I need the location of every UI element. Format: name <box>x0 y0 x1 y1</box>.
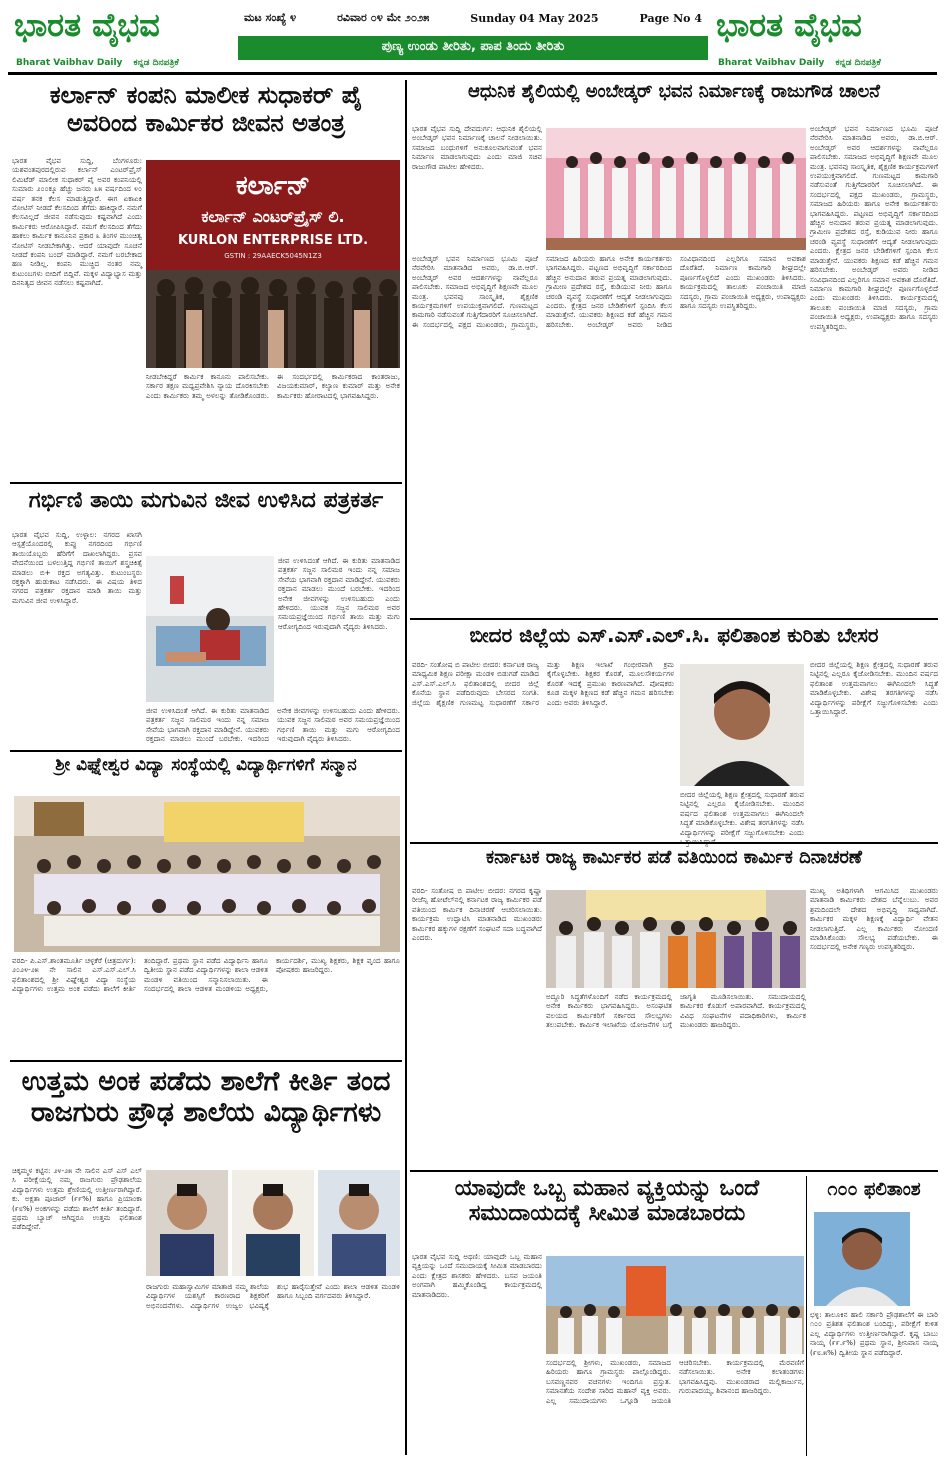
masthead <box>0 0 945 72</box>
article-4-headline: ಉತ್ತಮ ಅಂಕ ಪಡೆದು ಶಾಲೆಗೆ ಕೀರ್ತಿ ತಂದ ರಾಜಗುರು ಪ್ರೌಢ ಶಾಲೆಯ ವಿದ್ಯಾರ್ಥಿಗಳು <box>21 1066 391 1129</box>
issue-number: ಮಟ ಸಂಖ್ಯೆ ೪ <box>244 11 297 24</box>
article-8-photo <box>546 1256 804 1354</box>
article-2-headline: ಗರ್ಭಿಣಿ ತಾಯಿ ಮಗುವಿನ ಜೀವ ಉಳಿಸಿದ ಪತ್ರಕರ್ತ <box>28 488 384 513</box>
article-7-headline: ಕರ್ನಾಟಕ ರಾಜ್ಯ ಕಾರ್ಮಿಕರ ಪಡೆ ವತಿಯಿಂದ ಕಾರ್ಮಿಕ ದಿನಾಚರಣೆ <box>485 847 863 868</box>
article-1-rule <box>10 482 402 484</box>
kurlon-office-photo <box>146 160 400 368</box>
article-7-body-right: ಮುಖ್ಯ ಅತಿಥಿಗಳಾಗಿ ಆಗಮಿಸಿದ ಮುಖಂಡರು ಮಾತನಾಡಿ ಕಾರ್ಮಿಕರು ದೇಶದ ಬೆನ್ನೆಲುಬು. ಅವರ ಶ್ರಮದಿಂದಲೇ ದೇಶದ ಅಭಿವೃದ್ಧಿ ಸಾಧ್ಯವಾಗಿದೆ. ಕಾರ್ಮಿಕರ ಮಕ್ಕಳ ಶಿಕ್ಷಣಕ್ಕೆ ವಿದ್ಯಾರ್ಥಿ ವೇತನ ನೀಡಲಾಗುತ್ತಿದೆ. ಎಲ್ಲ ಕಾರ್ಮಿಕರು ನೋಂದಣಿ ಮಾಡಿಸಿಕೊಂಡು ಸೌಲಭ್ಯ ಪಡೆಯಬೇಕು. ಈ ಸಂದರ್ಭದಲ್ಲಿ ಅನೇಕ ಗಣ್ಯರು ಉಪಸ್ಥಿತರಿದ್ದರು. <box>810 886 938 952</box>
article-8-body-left: ಭಾರತ ವೈಭವ ಸುದ್ದಿ ಅಥಣಿ: ಯಾವುದೇ ಒಬ್ಬ ಮಹಾನ ವ್ಯಕ್ತಿಯನ್ನು ಒಂದೆ ಸಮುದಾಯಕ್ಕೆ ಸೀಮಿತ ಮಾಡಬಾರದು ಎಂದು ಕ್ಷೇತ್ರದ ಶಾಸಕರು ಹೇಳಿದರು. ಬಸವ ಜಯಂತಿ ಅಂಗವಾಗಿ ಹಮ್ಮಿಕೊಂಡಿದ್ದ ಕಾರ್ಯಕ್ರಮದಲ್ಲಿ ಮಾತನಾಡಿದರು. <box>412 1252 542 1299</box>
article-6-body-mid: ಬೀದರ ಜಿಲ್ಲೆಯಲ್ಲಿ ಶಿಕ್ಷಣ ಕ್ಷೇತ್ರದಲ್ಲಿ ಸುಧಾರಣೆ ತರುವ ನಿಟ್ಟಿನಲ್ಲಿ ಎಲ್ಲರೂ ಕೈಜೋಡಿಸಬೇಕು. ಮುಂದಿನ ವರ್ಷದ ಫಲಿತಾಂಶ ಉತ್ತಮವಾಗಲು ಈಗಿನಿಂದಲೇ ಸಿದ್ಧತೆ ಮಾಡಿಕೊಳ್ಳಬೇಕು. ವಿಶೇಷ ತರಗತಿಗಳನ್ನು ನಡೆಸಿ ವಿದ್ಯಾರ್ಥಿಗಳನ್ನು ಪರೀಕ್ಷೆಗೆ ಸಜ್ಜುಗೊಳಿಸಬೇಕು ಎಂದು <box>680 790 804 837</box>
blood-donation-photo <box>146 556 274 702</box>
labour-day-photo <box>546 890 806 988</box>
article-6-rule <box>410 842 938 844</box>
article-8-divider <box>806 1176 807 1456</box>
article-2-photo <box>146 556 274 702</box>
article-4-body-right: ರಾಜಗುರು ಮಹಾಸ್ವಾಮಿಗಳ ಮಾತಾಜಿ ನಮ್ಮ ಶಾಲೆಯ ವಿದ್ಯಾರ್ಥಿಗಳ ಯಶಸ್ಸಿಗೆ ಕಾರಣರಾದ ಶಿಕ್ಷಕರಿಗೆ ಅಭಿನಂದನೆಗಳು. ವಿದ್ಯಾರ್ಥಿಗಳ ಉಜ್ವಲ ಭವಿಷ್ಯಕ್ಕೆ ಶುಭ ಹಾರೈಸುತ್ತೇವೆ ಎಂದು ಶಾಲಾ ಆಡಳಿತ ಮಂಡಳಿ ಹಾಗೂ ಸಿಬ್ಬಂದಿ ವರ್ಗದವರು ತಿಳಿಸಿದ್ದಾರೆ. <box>146 1282 400 1310</box>
masthead-sub-kn-left: ಕನ್ನಡ ದಿನಪತ್ರಿಕೆ <box>133 58 179 68</box>
ambedkar-bhavan-photo <box>546 128 806 250</box>
issue-date-kn: ರವಿವಾರ ೦೪ ಮೇ ೨೦೨೫ <box>337 11 430 24</box>
topper-student-portrait <box>814 1212 910 1306</box>
article-6-body-left: ವರದಿ- ಸಂತೋಷ ಬಿ ಪಾಟೀಲ ಬೀದರ: ಕರ್ನಾಟಕ ರಾಜ್ಯ ಮಾಧ್ಯಮಿಕ ಶಿಕ್ಷಣ ಪರೀಕ್ಷಾ ಮಂಡಳಿ ಬಿಡುಗಡೆ ಮಾಡಿದ ಎಸ್.ಎಸ್.ಎಲ್.ಸಿ ಫಲಿತಾಂಶದಲ್ಲಿ ಬೀದರ ಜಿಲ್ಲೆ ಕೊನೆಯ ಸ್ಥಾನ ಪಡೆದಿರುವುದು ಬೇಸರದ ಸಂಗತಿ. ಜಿಲ್ಲೆಯ ಶೈಕ್ಷಣಿಕ ಗುಣಮಟ್ಟ ಸುಧಾರಣೆಗೆ ಸರ್ಕಾರ ಮತ್ತು ಶಿಕ್ಷಣ ಇಲಾಖೆ ಗಂಭೀರವಾಗಿ ಕ್ರಮ ಕೈಗೊಳ್ಳಬೇಕು. ಶಿಕ್ಷಕರ ಕೊರತೆ, ಮೂಲಸೌಕರ್ಯಗಳ ಕೊರತೆ ಇದಕ್ಕೆ ಪ್ರಮುಖ ಕಾರಣವಾಗಿದೆ. ಪೋಷಕರು ಕೂಡ ಮಕ್ಕಳ ಶಿಕ್ಷಣದ ಕಡೆ ಹೆಚ್ಚಿನ ಗಮನ ಹರಿಸಬೇಕು ಎಂದು ಅವರು ತಿಳಿಸಿದ್ದಾರೆ. <box>412 660 674 707</box>
article-2-body-left: ಭಾರತ ವೈಭವ ಸುದ್ದಿ, ಉಳ್ಳಾಲ: ನಗರದ ಖಾಸಗಿ ಆಸ್ಪತ್ರೆಯೊಂದರಲ್ಲಿ ಕುಪ್ಪು ನಗರದಿಂದ ಗರ್ಭಿಣಿ ತಾಯಿಯೊಬ್ಬರು ಹೆರಿಗೆಗೆ ದಾಖಲಾಗಿದ್ದರು. ಪ್ರಸವ ವೇದನೆಯಿಂದ ಬಳಲುತ್ತಿದ್ದ ಗರ್ಭಿಣಿ ತಾಯಿಗೆ ಶಸ್ತ್ರಚಿಕಿತ್ಸೆ ಮಾಡಲು ಬಿ+ ರಕ್ತದ ಅಗತ್ಯವಿತ್ತು. ಕುಟುಂಬಸ್ಥರು ರಕ್ತಕ್ಕಾಗಿ ಹುಡುಕಾಟ ನಡೆಸಿದರು. ಈ ವಿಷಯ ತಿಳಿದ ನಗರದ ಪತ್ರಕರ್ತ ರಕ್ತದಾನ ಮಾಡಿ ತಾಯಿ ಮತ್ತು ಮಗುವಿನ ಜೀವ ಉಳಿಸಿದ್ದಾರೆ. <box>12 530 142 605</box>
article-5-body-right: ಅಂಬೇಡ್ಕರ್ ಭವನ ನಿರ್ಮಾಣದ ಭೂಮಿ ಪೂಜೆ ನೆರವೇರಿಸಿ ಮಾತನಾಡಿದ ಅವರು, ಡಾ.ಬಿ.ಆರ್. ಅಂಬೇಡ್ಕರ್ ಅವರ ಆದರ್ಶಗಳನ್ನು ನಾವೆಲ್ಲರೂ ಪಾಲಿಸಬೇಕು. ಸಮಾಜದ ಅಭಿವೃದ್ಧಿಗೆ ಶಿಕ್ಷಣವೇ ಮೂಲ ಮಂತ್ರ. ಭವನವು ಸಾಂಸ್ಕೃತಿಕ, ಶೈಕ್ಷಣಿಕ ಕಾರ್ಯಕ್ರಮಗಳಿಗೆ ಉಪಯುಕ್ತವಾಗಲಿದೆ. ಗುಣಮಟ್ಟದ ಕಾಮಗಾರಿ ನಡೆಸುವಂತೆ ಗುತ್ತಿಗೆದಾರರಿಗೆ ಸೂಚಿಸಲಾಗಿದೆ. ಈ ಸಂದರ್ಭದಲ್ಲಿ ಪಕ್ಷದ ಮುಖಂಡರು, ಗ್ರಾಮಸ್ಥರು, ಸಮಾಜದ ಹಿರಿಯರು ಹಾಗೂ ಅನೇಕ ಕಾರ್ಯಕರ್ತರು ಭಾಗವಹಿಸಿದ್ದರು. ಪಟ್ಟಣದ ಅಭಿವೃದ್ಧಿಗೆ ಸರ್ಕಾರದಿಂದ ಹೆಚ್ಚಿನ ಅನುದಾನ ತರುವ ಪ್ರಯತ್ನ ಮಾಡಲಾಗುವುದು. ಗ್ರಾಮೀಣ ಪ್ರದೇಶದ ರಸ್ತೆ, ಕುಡಿಯುವ ನೀರು ಹಾಗೂ ಚರಂಡಿ ವ್ಯವಸ್ಥೆ ಸುಧಾರಣೆಗೆ ಆದ್ಯತೆ ನೀಡಲಾಗುವುದು ಎಂದರು. ಕ್ಷೇತ್ರದ ಜನರ ಬೇಡಿಕೆಗಳಿಗೆ ಸ್ಪಂದಿಸಿ ಕೆಲಸ ಮಾಡುತ್ತೇನೆ. ಯುವಕರು ಶಿಕ್ಷಣದ ಕಡೆ ಹೆಚ್ಚಿನ ಗಮನ ಹರಿಸಬೇಕು. ಅಂಬೇಡ್ಕರ್ ಅವರು ನೀಡಿದ ಸಂವಿಧಾನದಿಂದ ಎಲ್ಲರಿಗೂ ಸಮಾನ ಅವಕಾಶ ದೊರೆತಿದೆ. ನಿರ್ಮಾಣ ಕಾಮಗಾರಿ ಶೀಘ್ರದಲ್ಲೇ ಪೂರ್ಣಗೊಳ್ಳಲಿದೆ ಎಂದು ಮುಖಂಡರು ತಿಳಿಸಿದರು. ಕಾರ್ಯಕ್ರಮದಲ್ಲಿ ತಾಲೂಕು ಪಂಚಾಯಿತಿ ಮಾಜಿ ಸದಸ್ಯರು, ಗ್ರಾಮ ಪಂಚಾಯಿತಿ ಅಧ್ಯಕ್ಷರು, ಉಪಾಧ್ಯಕ್ಷರು ಹಾಗೂ ಸದಸ್ಯರು ಉಪಸ್ಥಿತರಿದ್ದರು. <box>810 124 938 331</box>
article-2-body-right: ಜೀವ ಉಳಿಸಿದಂತೆ ಆಗಿದೆ. ಈ ಕುರಿತು ಮಾತನಾಡಿದ ಪತ್ರಕರ್ತ ಸಜ್ಜನ ಸಾಲಿಮಠ ಇಂದು ನನ್ನ ಸಮಾಜ ಸೇವೆಯ ಭಾಗವಾಗಿ ರಕ್ತದಾನ ಮಾಡಿದ್ದೇನೆ. ಯುವಕರು ರಕ್ತದಾನ ಮಾಡಲು ಮುಂದೆ ಬರಬೇಕು. ಇದರಿಂದ ಅನೇಕ ಜೀವಗಳನ್ನು ಉಳಿಸಬಹುದು ಎಂದು ಹೇಳಿದರು. ಯುವಕ ಸಜ್ಜನ ಸಾಲಿಮಠ ಅವರ ಸಮಯಪ್ರಜ್ಞೆಯಿಂದ ಗರ್ಭಿಣಿ ತಾಯಿ ಮತ್ತು ಮಗು ಆರೋಗ್ಯದಿಂದ ಇರುವುದಾಗಿ ವೈದ್ಯರು ತಿಳಿಸಿದರು. <box>278 556 400 631</box>
article-3-headline: ಶ್ರೀ ವಿಘ್ನೇಶ್ವರ ವಿದ್ಯಾ ಸಂಸ್ಥೆಯಲ್ಲಿ ವಿದ್ಯಾರ್ಥಿಗಳಿಗೆ ಸನ್ಮಾನ <box>55 755 357 775</box>
article-4-body-left: ಚಿಕ್ಕಮ್ಮಳ ಕಟ್ಟಿನ: ೨೪-೨೫ ನೇ ಸಾಲಿನ ಎಸ್ ಎಸ್ ಎಲ್ ಸಿ ಪರೀಕ್ಷೆಯಲ್ಲಿ ನಮ್ಮ ರಾಜಗುರು ಪ್ರೌಢಶಾಲೆಯ ವಿದ್ಯಾರ್ಥಿಗಳು ಉತ್ತಮ ಶ್ರೇಣಿಯಲ್ಲಿ ಉತ್ತೀರ್ಣರಾಗಿದ್ದಾರೆ. ಕು. ಅಕ್ಷತಾ ಪೂಜಾರ್ (೯೯%) ಹಾಗೂ ಪ್ರಿಯಾಂಕಾ (೯೮%) ಅಂಕಗಳನ್ನು ಪಡೆದು ಶಾಲೆಗೆ ಕೀರ್ತಿ ತಂದಿದ್ದಾರೆ. ಪ್ರಥಮ ಬ್ಯಾಚ್ ಆಗಿದ್ದರೂ ಉತ್ತಮ ಫಲಿತಾಂಶ ಪಡೆದಿದ್ದೇವೆ. <box>12 1166 142 1232</box>
issue-date-en: Sunday 04 May 2025 <box>470 11 599 25</box>
article-7-photo <box>546 890 806 988</box>
photo-sign-kn2: ಕರ್ಲಾನ್ ಎಂಟರ್‌ಪ್ರೈಸ್ ಲಿ. <box>201 207 345 226</box>
article-3-photo <box>14 796 400 952</box>
article-6-body-right: ಬೀದರ ಜಿಲ್ಲೆಯಲ್ಲಿ ಶಿಕ್ಷಣ ಕ್ಷೇತ್ರದಲ್ಲಿ ಸುಧಾರಣೆ ತರುವ ನಿಟ್ಟಿನಲ್ಲಿ ಎಲ್ಲರೂ ಕೈಜೋಡಿಸಬೇಕು. ಮುಂದಿನ ವರ್ಷದ ಫಲಿತಾಂಶ ಉತ್ತಮವಾಗಲು ಈಗಿನಿಂದಲೇ ಸಿದ್ಧತೆ ಮಾಡಿಕೊಳ್ಳಬೇಕು. ವಿಶೇಷ ತರಗತಿಗಳನ್ನು ನಡೆಸಿ ವಿದ್ಯಾರ್ಥಿಗಳನ್ನು ಪರೀಕ್ಷೆಗೆ ಸಜ್ಜುಗೊಳಿಸಬೇಕು ಎಂದು ಒತ್ತಾಯಿಸಿದ್ದಾರೆ. <box>810 660 938 717</box>
article-5-photo <box>546 128 806 250</box>
photo-sign-kn: ಕರ್ಲಾನ್ <box>235 171 311 201</box>
article-9-photo <box>814 1212 910 1306</box>
article-1-body-left: ಭಾರತ ವೈಭವ ಸುದ್ದಿ, ಬೆಂಗಳೂರು: ಯಶವಂತಪುರದಲ್ಲಿರುವ ಕರ್ಲಾನ್ ಎಂಟರ್‌ಪ್ರೈಸ್ ಲಿಮಿಟೆಡ್ ಮಾಲೀಕ ಸುಧಾಕರ್ ಪೈ ಅವರ ಕಂಪನಿಯಲ್ಲಿ ಸುಮಾರು ೨೦೦ಕ್ಕೂ ಹೆಚ್ಚು ಜನರು ೩೫ ವರ್ಷದಿಂದ ೪೦ ವರ್ಷ ತನಕ ಕೆಲಸ ಮಾಡುತ್ತಿದ್ದಾರೆ. ಈಗ ಏಕಾಏಕಿ ನೋಟಿಸ್ ನೀಡದೆ ಕೆಲಸದಿಂದ ತೆಗೆದು ಹಾಕಿದ್ದಾರೆ. ನಮಗೆ ಕೆಲಸವಿಲ್ಲದೆ ಜೀವನ ನಡೆಸುವುದು ಕಷ್ಟವಾಗಿದೆ ಎಂದು ಕಾರ್ಮಿಕರು ಆರೋಪಿಸಿದ್ದಾರೆ. ನಮಗೆ ಕೆಲಸದಿಂದ ತೆಗೆದು ಹಾಕಲು ಕಾರ್ಮಿಕ ಕಾನೂನಿನ ಪ್ರಕಾರ ೩ ತಿಂಗಳ ಮುಂಚಿತ್ವ ನೋಟಿಸ್ ನೀಡಬೇಕಾಗಿತ್ತು. ಆದರೆ ಯಾವುದೇ ಸೂಚನೆ ನೀಡದೆ ಕಂಪನಿ ಬಂದ್ ಮಾಡಿದ್ದಾರೆ. ನಮಗೆ ಬರಬೇಕಾದ ಹಣ ನೀಡಿಲ್ಲ. ಕಂಪನಿ ಮುಚ್ಚಿದ ನಂತರ ನಮ್ಮ ಕುಟುಂಬಗಳು ಬೀದಿಗೆ ಬಿದ್ದಿವೆ. ಮಕ್ಕಳ ವಿದ್ಯಾಭ್ಯಾಸ ಮತ್ತು ದಿನನಿತ್ಯದ ಜೀವನ ನಡೆಸಲು ಕಷ್ಟವಾಗಿದೆ. <box>12 156 142 288</box>
students-felicitation-photo <box>14 796 400 952</box>
article-7-rule <box>410 1170 938 1172</box>
photo-sign-en: KURLON ENTERPRISE LTD. <box>177 233 369 248</box>
tagline-bar: ಪುಣ್ಯ ಉಂಡು ತೀರಿತು, ಪಾಪ ತಿಂದು ತೀರಿತು <box>238 36 708 60</box>
article-9-headline: ೧೦೦ ಫಲಿತಾಂಶ <box>827 1179 921 1200</box>
article-5-body-main: ಅಂಬೇಡ್ಕರ್ ಭವನ ನಿರ್ಮಾಣದ ಭೂಮಿ ಪೂಜೆ ನೆರವೇರಿಸಿ ಮಾತನಾಡಿದ ಅವರು, ಡಾ.ಬಿ.ಆರ್. ಅಂಬೇಡ್ಕರ್ ಅವರ ಆದರ್ಶಗಳನ್ನು ನಾವೆಲ್ಲರೂ ಪಾಲಿಸಬೇಕು. ಸಮಾಜದ ಅಭಿವೃದ್ಧಿಗೆ ಶಿಕ್ಷಣವೇ ಮೂಲ ಮಂತ್ರ. ಭವನವು ಸಾಂಸ್ಕೃತಿಕ, ಶೈಕ್ಷಣಿಕ ಕಾರ್ಯಕ್ರಮಗಳಿಗೆ ಉಪಯುಕ್ತವಾಗಲಿದೆ. ಗುಣಮಟ್ಟದ ಕಾಮಗಾರಿ ನಡೆಸುವಂತೆ ಗುತ್ತಿಗೆದಾರರಿಗೆ ಸೂಚಿಸಲಾಗಿದೆ. ಈ ಸಂದರ್ಭದಲ್ಲಿ ಪಕ್ಷದ ಮುಖಂಡರು, ಗ್ರಾಮಸ್ಥರು, ಸಮಾಜದ ಹಿರಿಯರು ಹಾಗೂ ಅನೇಕ ಕಾರ್ಯಕರ್ತರು ಭಾಗವಹಿಸಿದ್ದರು. ಪಟ್ಟಣದ ಅಭಿವೃದ್ಧಿಗೆ ಸರ್ಕಾರದಿಂದ ಹೆಚ್ಚಿನ ಅನುದಾನ ತರುವ ಪ್ರಯತ್ನ ಮಾಡಲಾಗುವುದು. ಗ್ರಾಮೀಣ ಪ್ರದೇಶದ ರಸ್ತೆ, ಕುಡಿಯುವ ನೀರು ಹಾಗೂ ಚರಂಡಿ ವ್ಯವಸ್ಥೆ ಸುಧಾರಣೆಗೆ ಆದ್ಯತೆ ನೀಡಲಾಗುವುದು ಎಂದರು. ಕ್ಷೇತ್ರದ ಜನರ ಬೇಡಿಕೆಗಳಿಗೆ ಸ್ಪಂದಿಸಿ ಕೆಲಸ ಮಾಡುತ್ತೇನೆ. ಯುವಕರು ಶಿಕ್ಷಣದ ಕಡೆ ಹೆಚ್ಚಿನ ಗಮನ ಹರಿಸಬೇಕು. ಅಂಬೇಡ್ಕರ್ ಅವರು ನೀಡಿದ ಸಂವಿಧಾನದಿಂದ ಎಲ್ಲರಿಗೂ ಸಮಾನ ಅವಕಾಶ ದೊರೆತಿದೆ. ನಿರ್ಮಾಣ ಕಾಮಗಾರಿ ಶೀಘ್ರದಲ್ಲೇ ಪೂರ್ಣಗೊಳ್ಳಲಿದೆ ಎಂದು ಮುಖಂಡರು ತಿಳಿಸಿದರು. ಕಾರ್ಯಕ್ರಮದಲ್ಲಿ ತಾಲೂಕು ಪಂಚಾಯಿತಿ ಮಾಜಿ ಸದಸ್ಯರು, ಗ್ರಾಮ ಪಂಚಾಯಿತಿ ಅಧ್ಯಕ್ಷರು, ಉಪಾಧ್ಯಕ್ಷರು ಹಾಗೂ ಸದಸ್ಯರು ಉಪಸ್ಥಿತರಿದ್ದರು. <box>412 254 806 329</box>
article-2-rule <box>10 750 402 752</box>
three-students-photos <box>146 1170 400 1276</box>
article-4-photos <box>146 1170 400 1276</box>
article-8-body-main: ಸಂದರ್ಭದಲ್ಲಿ ಶ್ರೀಗಳು, ಮುಖಂಡರು, ಸಮಾಜದ ಹಿರಿಯರು ಹಾಗೂ ಗ್ರಾಮಸ್ಥರು ಪಾಲ್ಗೊಂಡಿದ್ದರು. ಬಸವಣ್ಣನವರ ವಚನಗಳು ಇಂದಿಗೂ ಪ್ರಸ್ತುತ. ಸಮಾನತೆಯ ಸಂದೇಶ ಸಾರಿದ ಮಹಾನ್ ವ್ಯಕ್ತಿ ಅವರು. ಎಲ್ಲ ಸಮುದಾಯಗಳು ಒಗ್ಗೂಡಿ ಜಯಂತಿ ಆಚರಿಸಬೇಕು. ಕಾರ್ಯಕ್ರಮದಲ್ಲಿ ಮೆರವಣಿಗೆ ನಡೆಸಲಾಯಿತು. ಅನೇಕ ಕಲಾತಂಡಗಳು ಭಾಗವಹಿಸಿದ್ದವು. ಮುಖಂಡರಾದ ಮಲ್ಲಿಕಾರ್ಜುನ, ಗುರುಪಾದಯ್ಯ, ಶಿವಾನಂದ ಹಾಜರಿದ್ದರು. <box>546 1358 804 1405</box>
article-6-headline: ಬೀದರ ಜಿಲ್ಲೆಯ ಎಸ್.ಎಸ್.ಎಲ್.ಸಿ. ಫಲಿತಾಂಶ ಕುರಿತು ಬೇಸರ <box>469 623 879 647</box>
article-8-headline: ಯಾವುದೇ ಒಬ್ಬ ಮಹಾನ ವ್ಯಕ್ತಿಯನ್ನು ಒಂದೆ ಸಮುದಾಯದಕ್ಕೆ ಸೀಮಿತ ಮಾಡಬಾರದು <box>454 1176 760 1227</box>
masthead-rule <box>8 72 937 75</box>
masthead-sub-en-left: Bharat Vaibhav Daily <box>16 58 123 68</box>
masthead-title-right: ಭಾರತ ವೈಭವ <box>716 6 862 44</box>
column-divider <box>405 80 407 1455</box>
reporter-portrait <box>680 664 804 786</box>
article-3-rule <box>10 1060 402 1062</box>
article-7-body-left: ವರದಿ- ಸಂತೋಷ ಬಿ ಪಾಟೀಲ ಬೀದರ: ನಗರದ ಕೃಷ್ಣಾ ರೀಜೆನ್ಸಿ ಹೋಟೆಲ್‌ನಲ್ಲಿ ಕರ್ನಾಟಕ ರಾಜ್ಯ ಕಾರ್ಮಿಕರ ಪಡೆ ವತಿಯಿಂದ ಕಾರ್ಮಿಕ ದಿನಾಚರಣೆ ಆಚರಿಸಲಾಯಿತು. ಕಾರ್ಯಕ್ರಮ ಉದ್ಘಾಟಿಸಿ ಮಾತನಾಡಿದ ಮುಖಂಡರು ಕಾರ್ಮಿಕರ ಹಕ್ಕುಗಳ ರಕ್ಷಣೆಗೆ ಸಂಘಟನೆ ಸದಾ ಬದ್ಧವಾಗಿದೆ ಎಂದರು. <box>412 886 542 943</box>
photo-gstin: GSTIN : 29AAECK5045N1Z3 <box>224 252 322 260</box>
article-9-body: ಛಳ್ಳಿ: ತಾಲೂಕಿನ ಹಾಲಿ ಸರ್ಕಾರಿ ಪ್ರೌಢಶಾಲೆಗೆ ಈ ಬಾರಿ ೧೦೦ ಪ್ರತಿಶತ ಫಲಿತಾಂಶ ಬಂದಿದ್ದು, ಪರೀಕ್ಷೆಗೆ ಕುಳಿತ ಎಲ್ಲ ವಿದ್ಯಾರ್ಥಿಗಳು ಉತ್ತೀರ್ಣರಾಗಿದ್ದಾರೆ. ಕೃಷ್ಣ ಬಾಬು ನಾಯ್ಕ (೯೯.೯%) ಪ್ರಥಮ ಸ್ಥಾನ, ಶ್ರೀನಿವಾಸ ನಾಯ್ಕ (೯೮.೫%) ದ್ವಿತೀಯ ಸ್ಥಾನ ಪಡೆದಿದ್ದಾರೆ. <box>810 1310 938 1357</box>
article-3-body: ವರದಿ- ಪಿ.ಎಸ್.ಶಾಂತಮೂರ್ತಿ ಚಳ್ಳಕೆರೆ (ಚಿತ್ರದುರ್ಗ): ೨೦೨೪-೨೫ ನೇ ಸಾಲಿನ ಎಸ್.ಎಸ್.ಎಲ್.ಸಿ ಫಲಿತಾಂಶದಲ್ಲಿ ಶ್ರೀ ವಿಘ್ನೇಶ್ವರ ವಿದ್ಯಾ ಸಂಸ್ಥೆಯ ವಿದ್ಯಾರ್ಥಿಗಳು ಉತ್ತಮ ಅಂಕ ಪಡೆದು ಶಾಲೆಗೆ ಕೀರ್ತಿ ತಂದಿದ್ದಾರೆ. ಪ್ರಥಮ ಸ್ಥಾನ ಪಡೆದ ವಿದ್ಯಾರ್ಥಿನಿ ಹಾಗೂ ದ್ವಿತೀಯ ಸ್ಥಾನ ಪಡೆದ ವಿದ್ಯಾರ್ಥಿಗಳನ್ನು ಶಾಲಾ ಆಡಳಿತ ಮಂಡಳಿ ವತಿಯಿಂದ ಸನ್ಮಾನಿಸಲಾಯಿತು. ಈ ಸಂದರ್ಭದಲ್ಲಿ ಶಾಲಾ ಆಡಳಿತ ಮಂಡಳಿಯ ಅಧ್ಯಕ್ಷರು, ಕಾರ್ಯದರ್ಶಿ, ಮುಖ್ಯ ಶಿಕ್ಷಕರು, ಶಿಕ್ಷಕ ವೃಂದ ಹಾಗೂ ಪೋಷಕರು ಹಾಜರಿದ್ದರು. <box>12 956 400 994</box>
article-6-photo <box>680 664 804 786</box>
masthead-sub-kn-right: ಕನ್ನಡ ದಿನಪತ್ರಿಕೆ <box>835 58 881 68</box>
article-1-headline: ಕರ್ಲಾನ್ ಕಂಪನಿ ಮಾಲೀಕ ಸುಧಾಕರ್ ಪೈ ಅವರಿಂದ ಕಾರ್ಮಿಕರ ಜೀವನ ಅತಂತ್ರ <box>49 81 363 137</box>
article-2-body-bottom: ಜೀವ ಉಳಿಸಿದಂತೆ ಆಗಿದೆ. ಈ ಕುರಿತು ಮಾತನಾಡಿದ ಪತ್ರಕರ್ತ ಸಜ್ಜನ ಸಾಲಿಮಠ ಇಂದು ನನ್ನ ಸಮಾಜ ಸೇವೆಯ ಭಾಗವಾಗಿ ರಕ್ತದಾನ ಮಾಡಿದ್ದೇನೆ. ಯುವಕರು ರಕ್ತದಾನ ಮಾಡಲು ಮುಂದೆ ಬರಬೇಕು. ಇದರಿಂದ ಅನೇಕ ಜೀವಗಳನ್ನು ಉಳಿಸಬಹುದು ಎಂದು ಹೇಳಿದರು. ಯುವಕ ಸಜ್ಜನ ಸಾಲಿಮಠ ಅವರ ಸಮಯಪ್ರಜ್ಞೆಯಿಂದ ಗರ್ಭಿಣಿ ತಾಯಿ ಮತ್ತು ಮಗು ಆರೋಗ್ಯದಿಂದ ಇರುವುದಾಗಿ ವೈದ್ಯರು ತಿಳಿಸಿದರು. <box>146 706 400 744</box>
article-1-body-right: ನೀಡಬೇಕಿದ್ದರೆ ಕಾರ್ಮಿಕ ಕಾನೂನು ಪಾಲಿಸಬೇಕು. ಸರ್ಕಾರ ತಕ್ಷಣ ಮಧ್ಯಪ್ರವೇಶಿಸಿ ನ್ಯಾಯ ದೊರಕಿಸಬೇಕು ಎಂದು ಕಾರ್ಮಿಕರು ತಮ್ಮ ಅಳಲನ್ನು ತೋಡಿಕೊಂಡರು. ಈ ಸಂದರ್ಭದಲ್ಲಿ ಕಾರ್ಮಿಕರಾದ ಕಾಂತರಾಜು, ವಿಜಯಕುಮಾರ್, ಕಲ್ಯಾಣ ಕುಮಾರ್ ಮತ್ತು ಅನೇಕ ಕಾರ್ಮಿಕರು ಹೋರಾಟದಲ್ಲಿ ಭಾಗವಹಿಸಿದ್ದರು. <box>146 372 400 400</box>
page-number: Page No 4 <box>639 11 702 25</box>
article-5-rule <box>410 618 938 620</box>
article-7-body-main: ಅದ್ದೂರಿ ಸಿದ್ಧತೆಗಳೊಂದಿಗೆ ನಡೆದ ಕಾರ್ಯಕ್ರಮದಲ್ಲಿ ಅನೇಕ ಕಾರ್ಮಿಕರು ಭಾಗವಹಿಸಿದ್ದರು. ಅಸಂಘಟಿತ ವಲಯದ ಕಾರ್ಮಿಕರಿಗೆ ಸರ್ಕಾರದ ಸೌಲಭ್ಯಗಳು ತಲುಪಬೇಕು. ಕಾರ್ಮಿಕ ಇಲಾಖೆಯ ಯೋಜನೆಗಳ ಬಗ್ಗೆ ಜಾಗೃತಿ ಮೂಡಿಸಲಾಯಿತು. ಸಮುದಾಯದಲ್ಲಿ ಕಾರ್ಮಿಕರ ಕೊಡುಗೆ ಅಪಾರವಾಗಿದೆ. ಕಾರ್ಯಕ್ರಮದಲ್ಲಿ ವಿವಿಧ ಸಂಘಟನೆಗಳ ಪದಾಧಿಕಾರಿಗಳು, ಕಾರ್ಮಿಕ ಮುಖಂಡರು ಹಾಜರಿದ್ದರು. <box>546 992 806 1030</box>
masthead-sub-en-right: Bharat Vaibhav Daily <box>718 58 825 68</box>
basava-jayanti-photo <box>546 1256 804 1354</box>
article-1-photo <box>146 160 400 368</box>
masthead-title-left: ಭಾರತ ವೈಭವ <box>14 6 160 44</box>
article-5-headline: ಆಧುನಿಕ ಶೈಲಿಯಲ್ಲಿ ಅಂಬೇಡ್ಕರ್ ಭವನ ನಿರ್ಮಾಣಕ್ಕೆ ರಾಜುಗೌಡ ಚಾಲನೆ <box>467 81 881 102</box>
article-5-body-left: ಭಾರತ ವೈಭವ ಸುದ್ದಿ ದೇವದುರ್ಗ: ಆಧುನಿಕ ಶೈಲಿಯಲ್ಲಿ ಅಂಬೇಡ್ಕರ್ ಭವನ ನಿರ್ಮಾಣಕ್ಕೆ ಚಾಲನೆ ನೀಡಲಾಯಿತು. ಸಮಾಜದ ಬಂಧುಗಳಿಗೆ ಅನುಕೂಲವಾಗುವಂತೆ ಭವನ ನಿರ್ಮಾಣ ಮಾಡಲಾಗುವುದು ಎಂದು ಮಾಜಿ ಸಚಿವ ರಾಜುಗೌಡ ಪಾಟೀಲ ಹೇಳಿದರು. <box>412 124 542 171</box>
